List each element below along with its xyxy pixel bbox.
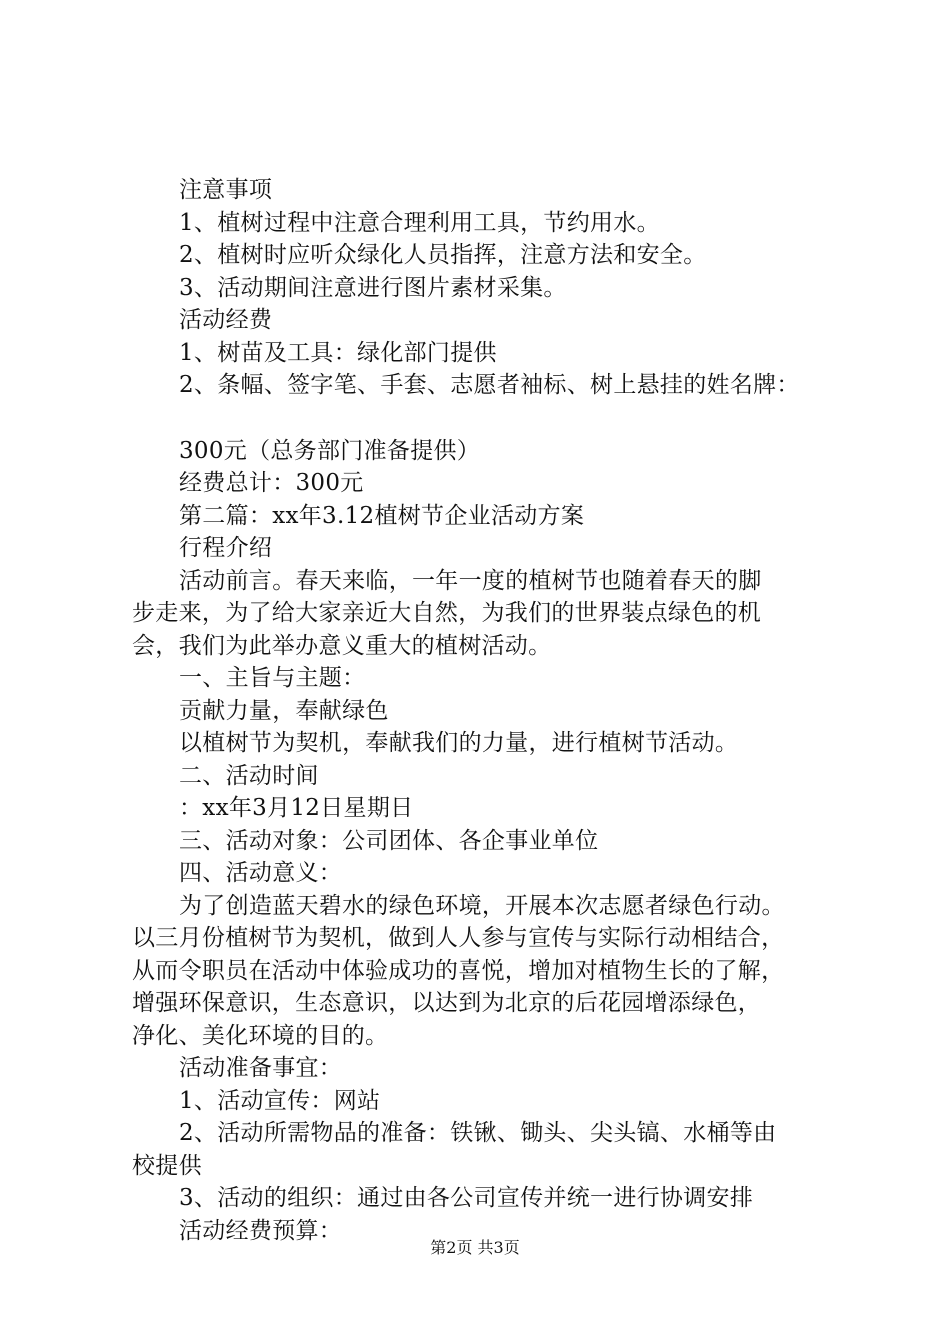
paragraph-line: 以三月份植树节为契机，做到人人参与宣传与实际行动相结合，: [132, 925, 785, 951]
paragraph-line: 300元（总务部门准备提供）: [179, 437, 481, 464]
paragraph-line: 校提供: [132, 1152, 202, 1179]
paragraph-line: 为了创造蓝天碧水的绿色环境，开展本次志愿者绿色行动。: [179, 892, 785, 919]
section-heading-budget: 活动经费预算：: [179, 1217, 343, 1244]
paragraph-line: 1、活动宣传：网站: [179, 1087, 381, 1114]
paragraph-line: 1、树苗及工具：绿化部门提供: [179, 339, 497, 366]
blank-line: [132, 402, 842, 435]
paragraph-line: 净化、美化环境的目的。: [132, 1022, 389, 1049]
chapter-title: 第二篇：xx年3.12植树节企业活动方案: [179, 502, 585, 529]
paragraph-line: 会，我们为此举办意义重大的植树活动。: [132, 632, 552, 659]
section-heading-notes: 注意事项: [179, 177, 273, 203]
paragraph-line: 2、植树时应听众绿化人员指挥，注意方法和安全。: [179, 242, 707, 268]
paragraph-line: 贡献力量，奉献绿色: [179, 697, 389, 724]
section-heading-audience: 三、活动对象：公司团体、各企事业单位: [179, 827, 599, 854]
paragraph-line: 以植树节为契机，奉献我们的力量，进行植树节活动。: [179, 730, 739, 756]
section-heading-itinerary: 行程介绍: [179, 535, 273, 561]
paragraph-line: 1、植树过程中注意合理利用工具，节约用水。: [179, 209, 660, 236]
paragraph-line: 增强环保意识，生态意识，以达到为北京的后花园增添绿色，: [132, 990, 762, 1016]
section-heading-theme: 一、主旨与主题：: [179, 665, 366, 691]
paragraph-line: 2、活动所需物品的准备：铁锹、锄头、尖头镐、水桶等由: [179, 1120, 777, 1146]
paragraph-line: 3、活动期间注意进行图片素材采集。: [179, 274, 567, 301]
document-body: [132, 174, 842, 1247]
page-number-footer: 第2页 共3页: [430, 1238, 520, 1257]
section-heading-preparation: 活动准备事宜：: [179, 1055, 343, 1081]
paragraph-line: 3、活动的组织：通过由各公司宣传并统一进行协调安排: [179, 1185, 754, 1211]
paragraph-line: 活动前言。春天来临，一年一度的植树节也随着春天的脚: [179, 567, 762, 594]
section-heading-significance: 四、活动意义：: [179, 860, 343, 886]
paragraph-line: 2、条幅、签字笔、手套、志愿者袖标、树上悬挂的姓名牌：: [179, 372, 800, 398]
paragraph-line: ：xx年3月12日星期日: [179, 795, 414, 821]
paragraph-line: 步走来，为了给大家亲近大自然，为我们的世界装点绿色的机: [132, 600, 762, 626]
paragraph-line: 从而令职员在活动中体验成功的喜悦，增加对植物生长的了解，: [132, 957, 785, 984]
section-heading-time: 二、活动时间: [179, 762, 319, 789]
section-heading-funding: 活动经费: [179, 307, 273, 333]
paragraph-line: 经费总计：300元: [179, 470, 364, 496]
